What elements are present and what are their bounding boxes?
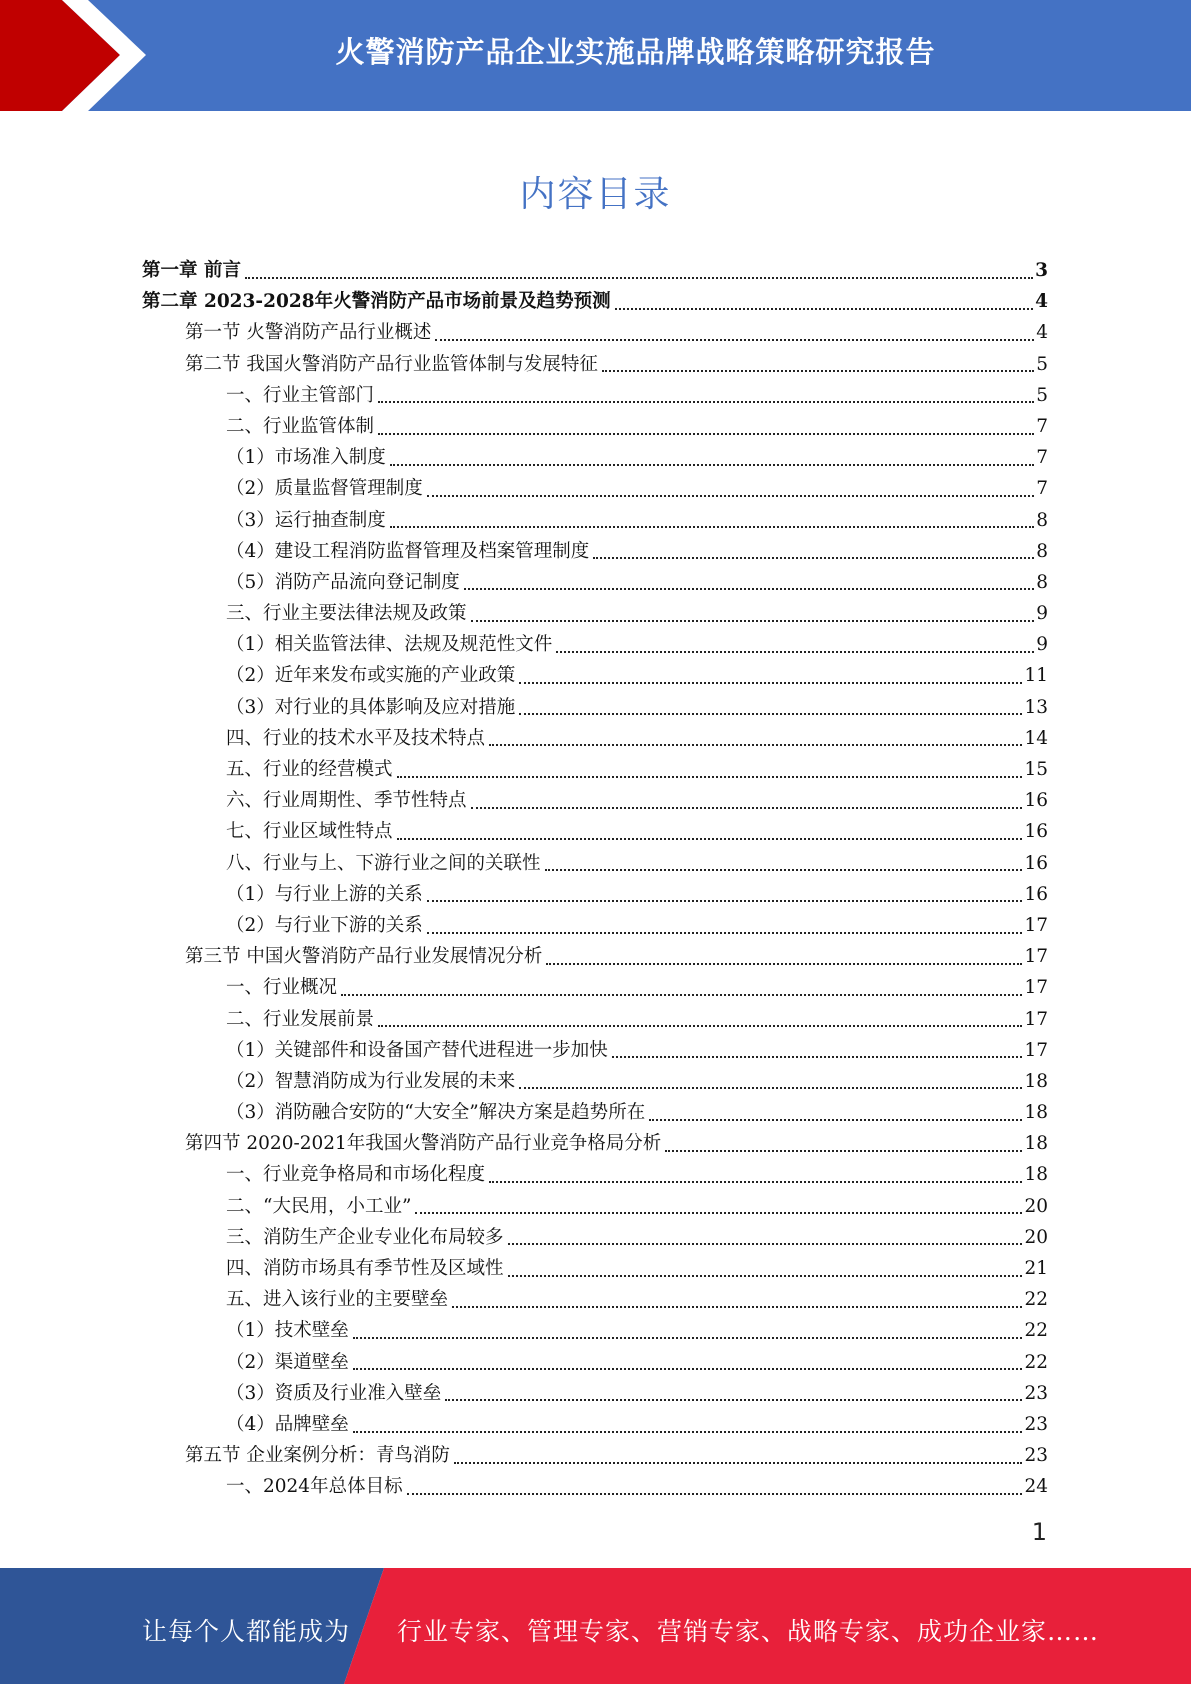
- toc-entry-title: （1）技术壁垒: [226, 1320, 349, 1342]
- toc-entry[interactable]: [142, 1315, 1048, 1346]
- toc-dot-leader: [407, 1493, 1023, 1495]
- toc-entry[interactable]: [142, 1004, 1048, 1035]
- toc-entry-page: 18: [1024, 1164, 1048, 1186]
- toc-entry[interactable]: [142, 1191, 1048, 1222]
- toc-entry-title: 一、行业概况: [226, 977, 338, 999]
- toc-entry[interactable]: [142, 349, 1048, 380]
- toc-entry-title: （1）市场准入制度: [226, 447, 386, 469]
- toc-dot-leader: [556, 651, 1034, 653]
- toc-entry-title: （1）与行业上游的关系: [226, 883, 423, 905]
- toc-entry-title: 四、行业的技术水平及技术特点: [226, 727, 486, 749]
- toc-dot-leader: [471, 807, 1023, 809]
- toc-entry-page: 17: [1024, 1008, 1048, 1030]
- toc-entry-title: 一、行业竞争格局和市场化程度: [226, 1164, 486, 1186]
- toc-entry-page: 7: [1036, 447, 1048, 469]
- toc-entry-title: （2）渠道壁垒: [226, 1351, 349, 1373]
- toc-dot-leader: [593, 557, 1034, 559]
- toc-entry[interactable]: [142, 1253, 1048, 1284]
- toc-dot-leader: [471, 620, 1035, 622]
- toc-entry-page: 4: [1035, 291, 1048, 313]
- toc-entry-title: 第一章 前言: [142, 260, 241, 281]
- toc-dot-leader: [341, 994, 1022, 996]
- toc-dot-leader: [245, 277, 1033, 279]
- toc-entry-page: 8: [1036, 509, 1048, 531]
- toc-entry-page: 5: [1036, 353, 1048, 375]
- toc-dot-leader: [397, 838, 1023, 840]
- toc-entry-page: 23: [1024, 1445, 1048, 1467]
- toc-entry-title: （3）运行抽查制度: [226, 509, 386, 531]
- toc-dot-leader: [452, 1306, 1022, 1308]
- toc-entry-page: 7: [1036, 415, 1048, 437]
- toc-entry[interactable]: [142, 660, 1048, 691]
- toc-entry-page: 17: [1024, 914, 1048, 936]
- toc-entry-page: 4: [1036, 322, 1048, 344]
- toc-entry[interactable]: [142, 317, 1048, 348]
- toc-entry-title: （2）与行业下游的关系: [226, 914, 423, 936]
- toc-entry-page: 9: [1036, 634, 1048, 656]
- toc-dot-leader: [489, 744, 1022, 746]
- toc-entry-page: 23: [1024, 1413, 1048, 1435]
- toc-dot-leader: [353, 1337, 1023, 1339]
- toc-entry[interactable]: [142, 286, 1048, 317]
- toc-dot-leader: [519, 1087, 1022, 1089]
- toc-entry-page: 22: [1024, 1320, 1048, 1342]
- toc-entry-title: （4）建设工程消防监督管理及档案管理制度: [226, 540, 590, 562]
- toc-dot-leader: [427, 900, 1023, 902]
- toc-entry[interactable]: [142, 1471, 1048, 1502]
- toc-entry-page: 8: [1036, 540, 1048, 562]
- toc-heading: 内容目录: [519, 174, 672, 215]
- toc-entry[interactable]: [142, 692, 1048, 723]
- toc-entry-page: 18: [1024, 1070, 1048, 1092]
- toc-dot-leader: [378, 433, 1034, 435]
- toc-entry-page: 17: [1024, 946, 1048, 968]
- toc-entry-title: （4）品牌壁垒: [226, 1413, 349, 1435]
- toc-entry-page: 8: [1036, 571, 1048, 593]
- toc-dot-leader: [427, 932, 1023, 934]
- report-title: 火警消防产品企业实施品牌战略策略研究报告: [335, 35, 936, 69]
- toc-dot-leader: [378, 401, 1034, 403]
- toc-entry[interactable]: [142, 255, 1048, 286]
- toc-entry[interactable]: [142, 1440, 1048, 1471]
- toc-entry[interactable]: [142, 1097, 1048, 1128]
- footer-slogan-right: 行业专家、管理专家、营销专家、战略专家、成功企业家……: [397, 1617, 1100, 1646]
- toc-entry[interactable]: [142, 1159, 1048, 1190]
- toc-dot-leader: [390, 464, 1034, 466]
- toc-entry-page: 22: [1024, 1351, 1048, 1373]
- toc-dot-leader: [397, 776, 1023, 778]
- toc-entry[interactable]: [142, 754, 1048, 785]
- toc-entry-title: （5）消防产品流向登记制度: [226, 571, 460, 593]
- toc-entry-page: 23: [1024, 1382, 1048, 1404]
- toc-dot-leader: [508, 1243, 1023, 1245]
- header-banner: [0, 0, 1191, 111]
- footer-slogan-left: 让每个人都能成为: [142, 1617, 351, 1646]
- toc-entry[interactable]: [142, 442, 1048, 473]
- toc-entry[interactable]: [142, 910, 1048, 941]
- toc-entry-title: 七、行业区域性特点: [226, 821, 393, 843]
- toc-entry[interactable]: [142, 380, 1048, 411]
- toc-entry-title: （3）消防融合安防的“大安全”解决方案是趋势所在: [226, 1102, 646, 1124]
- toc-entry[interactable]: [142, 1378, 1048, 1409]
- toc-entry[interactable]: [142, 473, 1048, 504]
- toc-entry-title: （1）关键部件和设备国产替代进程进一步加快: [226, 1039, 608, 1061]
- toc-entry-title: 第四节 2020-2021年我国火警消防产品行业竞争格局分析: [185, 1133, 662, 1155]
- toc-entry[interactable]: [142, 785, 1048, 816]
- toc-dot-leader: [519, 682, 1022, 684]
- table-of-contents: [142, 255, 1048, 1503]
- toc-entry-title: （3）资质及行业准入壁垒: [226, 1382, 442, 1404]
- page-number: 1: [1031, 1518, 1047, 1546]
- toc-entry-title: 第三节 中国火警消防产品行业发展情况分析: [185, 946, 543, 968]
- toc-entry-title: 五、行业的经营模式: [226, 759, 393, 780]
- toc-dot-leader: [435, 339, 1034, 341]
- toc-entry-title: 第一节 火警消防产品行业概述: [185, 322, 432, 344]
- toc-dot-leader: [454, 1462, 1023, 1464]
- toc-entry-page: 17: [1024, 1039, 1048, 1061]
- toc-dot-leader: [615, 308, 1034, 310]
- toc-entry-page: 14: [1024, 727, 1048, 749]
- toc-dot-leader: [665, 1150, 1022, 1152]
- toc-entry-page: 11: [1024, 665, 1048, 687]
- toc-dot-leader: [464, 588, 1034, 590]
- toc-entry-page: 5: [1036, 384, 1048, 406]
- toc-dot-leader: [353, 1368, 1023, 1370]
- toc-entry[interactable]: [142, 598, 1048, 629]
- toc-entry[interactable]: [142, 879, 1048, 910]
- toc-dot-leader: [390, 526, 1034, 528]
- toc-entry-title: 第五节 企业案例分析：青鸟消防: [185, 1445, 450, 1467]
- toc-entry-title: 一、行业主管部门: [226, 384, 375, 406]
- toc-entry[interactable]: [142, 629, 1048, 660]
- toc-entry[interactable]: [142, 972, 1048, 1003]
- toc-dot-leader: [508, 1275, 1023, 1277]
- toc-entry[interactable]: [142, 1409, 1048, 1440]
- toc-entry-title: 三、消防生产企业专业化布局较多: [226, 1226, 504, 1248]
- toc-entry[interactable]: [142, 848, 1048, 879]
- toc-entry-page: 13: [1024, 696, 1048, 718]
- toc-entry[interactable]: [142, 505, 1048, 536]
- toc-dot-leader: [649, 1119, 1022, 1121]
- toc-entry-title: （2）智慧消防成为行业发展的未来: [226, 1070, 516, 1092]
- toc-entry[interactable]: [142, 816, 1048, 847]
- toc-entry-page: 21: [1024, 1258, 1048, 1279]
- toc-entry-title: 五、进入该行业的主要壁垒: [226, 1289, 449, 1311]
- toc-entry-page: 20: [1024, 1195, 1048, 1217]
- toc-entry[interactable]: [142, 1035, 1048, 1066]
- toc-entry[interactable]: [142, 941, 1048, 972]
- toc-entry[interactable]: [142, 1284, 1048, 1315]
- toc-entry[interactable]: [142, 1066, 1048, 1097]
- toc-entry-title: 八、行业与上、下游行业之间的关联性: [226, 852, 541, 874]
- toc-entry-page: 18: [1024, 1133, 1048, 1155]
- toc-entry-title: 一、2024年总体目标: [226, 1476, 403, 1498]
- toc-entry[interactable]: [142, 536, 1048, 567]
- footer-banner: [0, 1568, 1191, 1684]
- toc-dot-leader: [445, 1399, 1022, 1401]
- toc-entry-page: 15: [1024, 759, 1048, 780]
- toc-entry[interactable]: [142, 1222, 1048, 1253]
- toc-entry[interactable]: [142, 567, 1048, 598]
- toc-entry-title: 二、“大民用，小工业”: [226, 1195, 412, 1217]
- toc-entry-page: 20: [1024, 1226, 1048, 1248]
- toc-entry-title: 二、行业监管体制: [226, 415, 375, 437]
- toc-entry-page: 16: [1024, 883, 1048, 905]
- toc-entry[interactable]: [142, 723, 1048, 754]
- toc-entry-page: 16: [1024, 790, 1048, 812]
- toc-entry-page: 9: [1036, 603, 1048, 625]
- toc-entry-title: 二、行业发展前景: [226, 1008, 375, 1030]
- toc-dot-leader: [378, 1025, 1022, 1027]
- toc-entry[interactable]: [142, 1347, 1048, 1378]
- toc-dot-leader: [545, 869, 1023, 871]
- toc-dot-leader: [546, 963, 1022, 965]
- toc-entry-page: 24: [1024, 1476, 1048, 1498]
- toc-entry-page: 22: [1024, 1289, 1048, 1311]
- toc-entry-title: （1）相关监管法律、法规及规范性文件: [226, 634, 553, 656]
- toc-dot-leader: [602, 370, 1034, 372]
- toc-dot-leader: [489, 1181, 1022, 1183]
- toc-entry-title: （2）近年来发布或实施的产业政策: [226, 665, 516, 687]
- toc-entry-page: 18: [1024, 1102, 1048, 1124]
- toc-dot-leader: [519, 713, 1022, 715]
- toc-entry-title: 四、消防市场具有季节性及区域性: [226, 1258, 504, 1279]
- toc-entry-title: （2）质量监督管理制度: [226, 478, 423, 500]
- toc-entry-page: 7: [1036, 478, 1048, 500]
- toc-entry-title: 三、行业主要法律法规及政策: [226, 603, 467, 625]
- toc-dot-leader: [415, 1212, 1022, 1214]
- toc-entry-title: 六、行业周期性、季节性特点: [226, 790, 467, 812]
- toc-entry-title: 第二章 2023-2028年火警消防产品市场前景及趋势预测: [142, 291, 611, 313]
- toc-entry-page: 16: [1024, 821, 1048, 843]
- toc-entry-page: 16: [1024, 852, 1048, 874]
- toc-entry-title: （3）对行业的具体影响及应对措施: [226, 696, 516, 718]
- toc-entry-page: 3: [1035, 260, 1048, 281]
- toc-dot-leader: [427, 495, 1034, 497]
- toc-entry-title: 第二节 我国火警消防产品行业监管体制与发展特征: [185, 353, 598, 375]
- toc-entry[interactable]: [142, 411, 1048, 442]
- toc-entry-page: 17: [1024, 977, 1048, 999]
- toc-dot-leader: [612, 1056, 1023, 1058]
- toc-entry[interactable]: [142, 1128, 1048, 1159]
- toc-dot-leader: [353, 1431, 1023, 1433]
